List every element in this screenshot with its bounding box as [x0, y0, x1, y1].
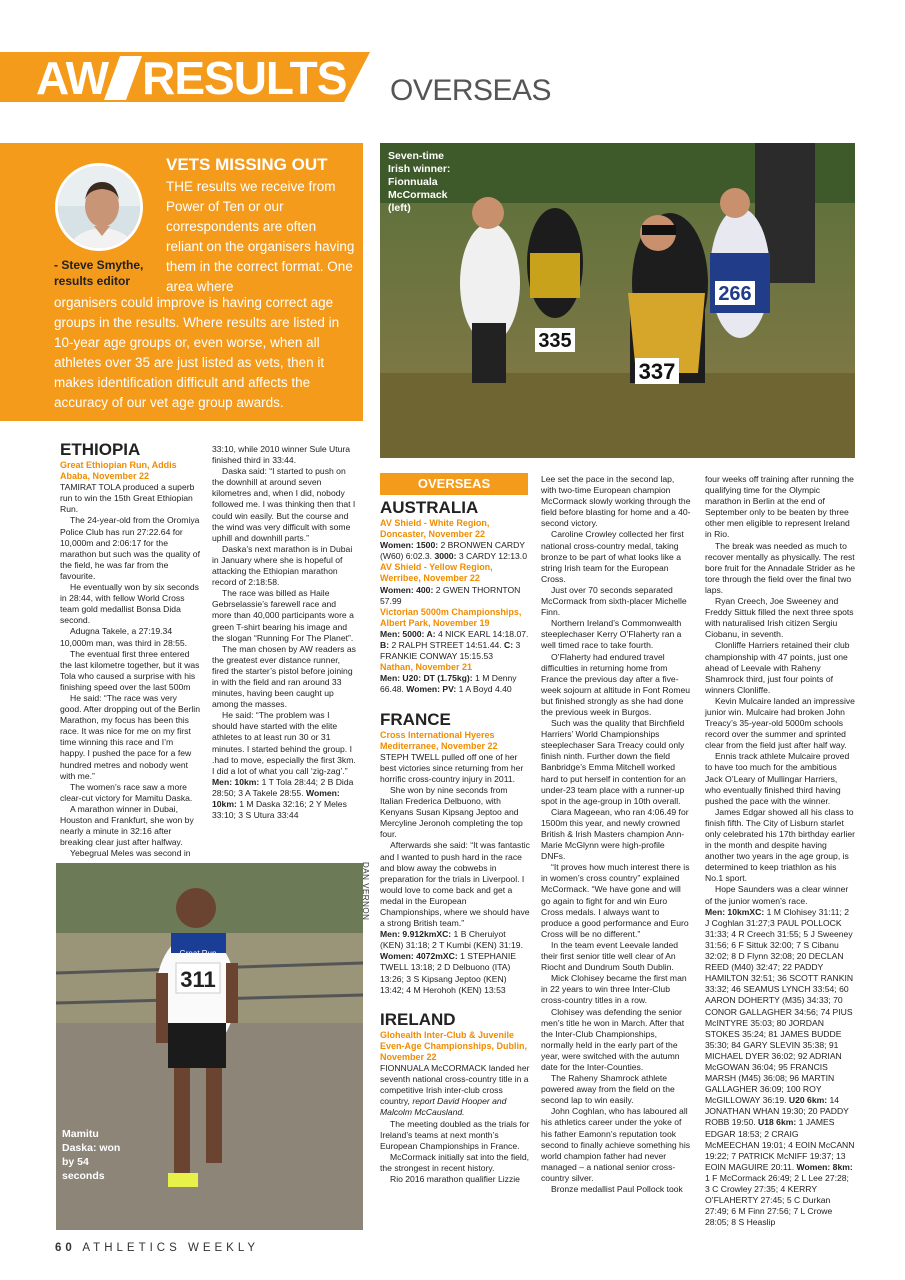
ireland-para: Kevin Mulcaire landed an impressive junior win. Mulcaire had broken John Treacy’s 35-year-old 5000m schools record over the summer and sprinted clear from the field just after half way. [705, 695, 855, 751]
ethiopia-para: A marathon winner in Dubai, Houston and Frankfurt, she won by nearly a minute in 32:16 after breaking clear just after halfway. [60, 803, 194, 848]
masthead-logo [36, 52, 346, 102]
ethiopia-para: The eventual first three entered the last kilometre together, but it was Tola who caused a surprise with his finishing speed over the last 500m [60, 648, 200, 692]
ireland-para: The meeting doubled as the trials for Ireland’s teams at next month’s European Championships in France. [380, 1118, 530, 1151]
france-para: She won by nine seconds from Italian Frederica Delbuono, with Kenyans Susan Kipsang Jeptoo and Mercyline Jeronoh completing the top four. [380, 784, 523, 840]
ireland-para: Just over 70 seconds separated McCormack from sixth-placer Michelle Finn. [541, 584, 687, 618]
ireland-para: FIONNUALA McCORMACK landed her seventh national cross-country title in a competitive Irish inter-club cross country, report David Hooper and Malcolm McCausland. [380, 1063, 530, 1118]
france-results: Men: 9.912kmXC: 1 B Cheruiyot (KEN) 31:18; 2 T Kumbi (KEN) 31:19. Women: 4072mXC: 1 STEPHANIE TWELL 13:18; 2 D Delbuono (ITA) 13:26; 3 S Kipsang Jeptoo (KEN) 13:42; 4 M Herohoh (KEN) 13:53 [380, 929, 523, 995]
section-title: OVERSEAS [390, 74, 552, 107]
ireland-para: Rio 2016 marathon qualifier Lizzie [390, 1173, 520, 1184]
australia-event-4: Nathan, November 21 [380, 662, 473, 673]
brand-aw: AW [36, 52, 109, 104]
column-2 [212, 444, 357, 821]
france-para: STEPH TWELL pulled off one of her best victories since returning from her horrific cross-country injury in 2011. [380, 751, 524, 784]
ireland-para: McCormack initially sat into the field, the strongest in recent history. [380, 1151, 529, 1173]
ireland-results: Men: 10kmXC: 1 M Clohisey 31:11; 2 J Coghlan 31:27;3 PAUL POLLOCK 31:33; 4 R Creech 31:55; 5 J Sweeney 31:56; 6 F Sittuk 32:00; 7 S Cibanu 32:02; 8 D Flynn 32:08; 20 DECLAN REED (M40) 32:47; 22 PADDY HAMILTON 32:51; 36 SCOTT RANKIN 33:32; 46 SEAMUS LYNCH 33:54; 60 AARON DOHERTY (M35) 34:33; 70 CONOR GALLAGHER 34:56; 74 PIUS McINTYRE 35:03; 80 JORDAN STOKES 35:24; 81 JAMES BUDDE 35:30; 84 GARY SLEVIN 35:38; 91 MICHAEL DYER 36:02; 92 ADRIAN McGOWAN 36:04; 95 FRANCIS MARSH (M45) 36:08; 96 MARTIN GALLAGHER 36:09; 100 ROY McGILLOWAY 36:19. U20 6km: 14 JONATHAN WHAN 19:30; 20 PADDY ROBB 19:50. U18 6km: 1 JAMES EDGAR 18:53; 2 CRAIG McMEECHAN 19:01; 4 EOIN McCANN 19:22; 7 PATRICK McNIFF 19:37; 13 EOIN MAGUIRE 20:11. Women: 8km: 1 F McCormack 26:49; 2 L Lee 27:28; 3 C Crowley 27:35; 4 KERRY O’FLAHERTY 27:45; 5 C Durkan 27:49; 6 M Finn 27:56; 7 L Crowe 28:05; 8 S Heaslip [705, 906, 855, 1228]
column-4 [541, 474, 691, 1195]
vets-heading: VETS MISSING OUT [166, 155, 328, 174]
photo2-caption: Mamitu Daska: won by 54 seconds [62, 1128, 121, 1182]
column-5 [705, 474, 855, 1228]
ethiopia-para: He said: “The problem was I should have started with the elite athletes to at least run 30 or 31 minutes. I started behind the group. I .had to move, especially the first 3km. I did a lot of what you call ‘zig-zag’.” [212, 710, 356, 776]
australia-result-4: Men: U20: DT (1.75kg): 1 M Denny 66.48. Women: PV: 1 A Boyd 4.40 [380, 673, 517, 695]
ethiopia-para: The man chosen by AW readers as the greatest ever distance runner, fired the starter’s pistol before joining in with the field and ran around 33 minutes, having been caught up among the masses. [212, 643, 356, 710]
ireland-event: Glohealth Inter-Club & Juvenile Even-Age Championships, Dublin, November 22 [380, 1029, 528, 1062]
ireland-para: The break was needed as much to recover mentally as physically. The rest bore fruit for the Annadale Strider as he tore through the field over the final two laps. [705, 540, 856, 595]
ireland-para: Ryan Creech, Joe Sweeney and Freddy Sittuk filled the next three spots with naturalised Irish citizen Sergiu Ciobanu, in seventh. [705, 596, 854, 640]
france-title: FRANCE [380, 709, 451, 729]
australia-event-2: AV Shield - Yellow Region, Werribee, November 22 [380, 562, 493, 584]
ethiopia-para: He eventually won by six seconds in 28:44, with fellow World Cross team gold medallist Bonsa Dida second. [60, 582, 199, 626]
bib-311: 311 [180, 967, 216, 992]
ethiopia-title: ETHIOPIA [60, 440, 141, 459]
france-para: Afterwards she said: “It was fantastic and I wanted to push hard in the race and blow away the cobwebs in preparation for the trials in Liverpool. I would love to come back and get a medal in the European Championships, where we should have a strong British team.” [380, 840, 530, 929]
ireland-para: Mick Clohisey became the first man in 22 years to win three Inter-Club cross-country titles in a row. [541, 973, 687, 1006]
column-3 [380, 496, 530, 1185]
overseas-label: OVERSEAS [380, 473, 528, 495]
ireland-para: John Coghlan, who has laboured all his athletics career under the yoke of his father Eamonn’s reputation took second to finally achieve something his world champion father had never managed – a national senior cross-country silver. [541, 1106, 691, 1183]
australia-result-2: Women: 400: 2 GWEN THORNTON 57.99 [380, 584, 521, 606]
ireland-para: In the team event Leevale landed their first senior title well clear of An Riocht and Dundrum South Dublin. [541, 939, 679, 973]
ethiopia-para: TAMIRAT TOLA produced a superb run to win the 15th Great Ethiopian Run. [60, 482, 195, 515]
ireland-para: James Edgar showed all his class to finish fifth. The City of Lisburn starlet only celebrated his 17th birthday earlier in the month and despite having another two years in the age group, is determined to keep triathlon as his No.1 sport. [705, 806, 856, 884]
column-1 [60, 440, 200, 859]
ireland-para: Northern Ireland’s Commonwealth steeplechaser Kerry O’Flaherty ran a well timed race to take fourth. [541, 618, 682, 651]
ethiopia-event: Great Ethiopian Run, Addis Ababa, November 22 [60, 460, 177, 482]
ethiopia-para: He said: “The race was very good. After dropping out of the Berlin Marathon, my focus has been this race. It was nice for me on my first time winning this race and I’m happy. I pushed the pace for a few hundred metres and nobody went with me.” [60, 692, 200, 781]
bib-337: 337 [638, 359, 676, 384]
vets-box [0, 143, 363, 421]
ethiopia-para: Yebegrual Meles was second in [70, 848, 191, 859]
ireland-para: Ciara Mageean, who ran 4:06.49 for 1500m this year, and newly crowned British & Irish Masters champion Ann-Marie McGlynn were high-profile DNFs. [541, 806, 689, 862]
magazine-title: ATHLETICS WEEKLY [82, 1242, 260, 1254]
australia-event-1: AV Shield - White Region, Doncaster, November 22 [380, 518, 490, 540]
ethiopia-para: 33:10, while 2010 winner Sule Utura finished third in 33:44. [212, 444, 351, 466]
ethiopia-para: Daska’s next marathon is in Dubai in January where she is hopeful of attacking the Ethiopian marathon record of 2:18:58. [212, 543, 353, 588]
ireland-para: Caroline Crowley collected her first national cross-country medal, taking bronze to be part of what looks like a string Irish team for the European Cross. [541, 529, 684, 584]
ethiopia-results: Men: 10km: 1 T Tola 28:44; 2 B Dida 28:50; 3 A Takele 28:55. Women: 10km: 1 M Daska 32:16; 2 Y Meles 33:10; 3 S Utura 33:44 [212, 776, 354, 821]
ethiopia-para: The race was billed as Haile Gebrselassie’s farewell race and more than 40,000 participants wore a green T-shirt bearing his image and the slogan “Running For The Planet”. [212, 588, 354, 643]
ireland-para: Clonliffe Harriers retained their club championship with 47 points, just one ahead of Leevale with Raheny Shamrock third, just four points of winners Clonliffe. [705, 640, 850, 695]
bib-266: 266 [718, 283, 752, 305]
france-event: Cross International Hyeres Mediterranee, November 22 [380, 729, 498, 751]
ireland-para: Ennis track athlete Mulcaire proved to have too much for the ambitious Jack O’Leary of Mullingar Harriers, who eventually finished third having pushed the pace with the winner. [705, 751, 850, 806]
avatar [55, 163, 143, 251]
australia-result-3: Men: 5000: A: 4 NICK EARL 14:18.07. B: 2 RALPH STREET 14:51.44. C: 3 FRANKIE CONWAY 15:15.53 [380, 628, 529, 662]
australia-event-3: Victorian 5000m Championships, Albert Park, November 19 [380, 606, 522, 628]
ireland-para: O’Flaherty had endured travel difficulties in returning home from France the previous day after a five-week sojourn at altitude in Font Romeu but finished strongly as she had done the previous week in Burgos. [541, 651, 691, 717]
australia-title: AUSTRALIA [380, 498, 479, 517]
bib-335: 335 [538, 330, 572, 352]
ireland-para: Hope Saunders was a clear winner of the junior women’s race. [705, 884, 849, 906]
vets-text-top: THE results we receive from Power of Ten or our correspondents are often reliant on the organisers having them in the correct format. One area where [166, 179, 355, 294]
ireland-para: four weeks off training after running the qualifying time for the Olympic marathon in Berlin at the end of September only to be beaten by three other men eligible to represent Ireland in Rio. [705, 474, 854, 540]
ireland-para: “It proves how much interest there is in women’s cross country” explained McCormack. “We have gone and will go again to fight for and win Euro Cross medals. I always want to produce a good performance and Euro Cross will be no different.” [541, 862, 690, 939]
ireland-para: Bronze medallist Paul Pollock took [551, 1184, 683, 1194]
australia-result-1: Women: 1500: 2 BRONWEN CARDY (W60) 6:02.3. 3000: 3 CARDY 12:13.0 [380, 540, 527, 562]
ireland-title: IRELAND [380, 1009, 456, 1029]
ireland-para: Clohisey was defending the senior men’s title he won in March. After that the Inter-Club Championships, normally held in the early part of the year, were switched with the autumn date for the Inter-Counties. [541, 1006, 685, 1072]
ethiopia-para: The women’s race saw a more clear-cut victory for Mamitu Daska. [60, 781, 193, 803]
brand-results: RESULTS [142, 52, 347, 104]
ireland-para: Lee set the pace in the second lap, with two-time European champion McCormack slowly working through the field before blasting for home and a 40-second victory. [541, 474, 691, 529]
avatar-portrait [58, 166, 143, 251]
vets-caption: - Steve Smythe, results editor [54, 258, 144, 288]
bib-branding: Great Run [179, 949, 217, 958]
ireland-para: Such was the quality that Birchfield Harriers’ World Championships steeplechaser Sara Treacy could only finish ninth. Further down the field Banbridge’s Emma Mitchell worked hard to put herself in contention for an under-23 team place with a runner-up spot in the age-group in 10th overall. [541, 718, 686, 806]
slash-mark [104, 56, 142, 100]
ethiopia-para: Adugna Takele, a 27:19.34 10,000m man, was third in 28:55. [60, 626, 188, 648]
page-footer [55, 1242, 259, 1254]
photo-credit: DAN VERNON [361, 862, 370, 921]
photo1-caption: Seven-time Irish winner: Fionnuala McCormack (left) [388, 150, 451, 214]
vets-text-bottom: organisers could improve is having correct age groups in the results. Where results are listed in 10-year age groups or, even worse, when all athletes over 35 are just listed as vets, then it makes identification difficult and affects the accuracy of our vet age group awards. [54, 295, 340, 410]
ethiopia-para: The 24-year-old from the Oromiya Police Club has run 27:22.64 for 10,000m and 2:06:17 for the marathon but such was the quality of the field, he was far from the favourite. [60, 515, 200, 581]
ireland-para: The Raheny Shamrock athlete powered away from the field on the second lap to win easily. [541, 1073, 675, 1106]
ethiopia-para: Daska said: “I started to push on the downhill at around seven kilometres and, when I did, nobody followed me. I was thinking then that I could win easily. But the course and the wind was very difficult with some uphill and downhill parts.” [212, 466, 356, 543]
page-number: 60 [55, 1242, 76, 1254]
